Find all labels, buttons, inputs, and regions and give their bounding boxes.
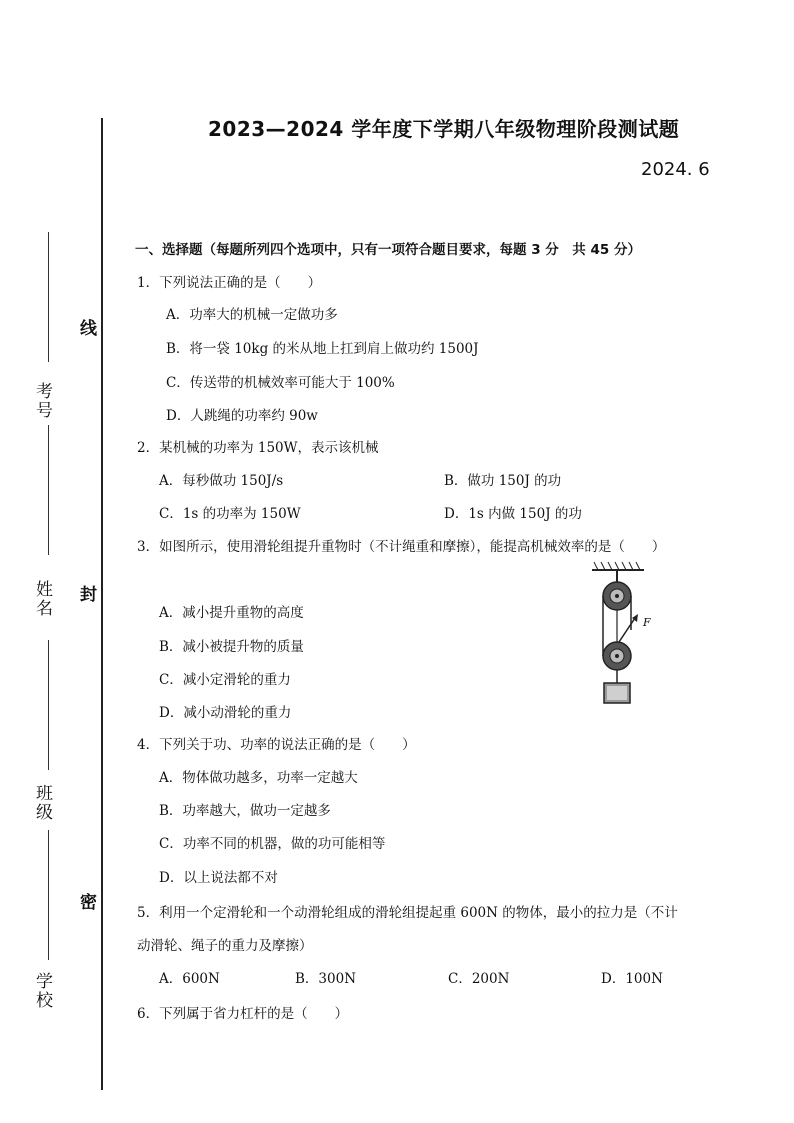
binding-line	[101, 118, 103, 1090]
q3-option-d: D．减小动滑轮的重力	[159, 705, 292, 721]
exam-number-label: 考号	[32, 382, 52, 420]
question-3-stem: 3．如图所示，使用滑轮组提升重物时（不计绳重和摩擦），能提高机械效率的是（ ）	[137, 539, 666, 555]
q3-option-c: C．减小定滑轮的重力	[159, 672, 291, 688]
name-underline	[48, 425, 49, 555]
q4-option-c: C．功率不同的机器，做的功可能相等	[159, 836, 386, 852]
class-underline	[48, 640, 49, 770]
section-heading: 一、选择题（每题所列四个选项中，只有一项符合题目要求，每题 3 分 共 45 分）	[135, 242, 641, 258]
question-6-stem: 6．下列属于省力杠杆的是（ ）	[137, 1006, 349, 1022]
q4-option-a: A．物体做功越多，功率一定越大	[159, 770, 358, 786]
q1-option-a: A．功率大的机械一定做功多	[166, 307, 338, 323]
q2-option-a: A．每秒做功 150J/s	[159, 473, 284, 489]
school-underline	[48, 830, 49, 960]
q5-option-b: B．300N	[295, 971, 357, 987]
question-2-stem: 2．某机械的功率为 150W，表示该机械	[137, 440, 379, 456]
question-1-stem: 1．下列说法正确的是（ ）	[137, 275, 322, 291]
exam-number-underline	[48, 232, 49, 362]
school-label: 学校	[32, 972, 52, 1010]
seal-mark-seal: 封	[80, 585, 97, 605]
q5-option-d: D．100N	[601, 971, 663, 987]
exam-title: 2023—2024 学年度下学期八年级物理阶段测试题	[208, 117, 680, 141]
q4-option-b: B．功率越大，做功一定越多	[159, 803, 331, 819]
q1-option-c: C．传送带的机械效率可能大于 100%	[166, 375, 395, 391]
q3-option-a: A．减小提升重物的高度	[159, 605, 304, 621]
q1-option-d: D．人跳绳的功率约 90w	[166, 408, 318, 424]
question-4-stem: 4．下列关于功、功率的说法正确的是（ ）	[137, 737, 416, 753]
exam-date: 2024. 6	[641, 159, 710, 180]
class-label: 班级	[32, 784, 52, 822]
pulley-diagram	[588, 560, 662, 710]
q1-option-b: B．将一袋 10kg 的米从地上扛到肩上做功约 1500J	[166, 341, 479, 357]
question-5-stem: 5．利用一个定滑轮和一个动滑轮组成的滑轮组提起重 600N 的物体，最小的拉力是（不计	[137, 905, 678, 921]
q2-option-c: C．1s 的功率为 150W	[159, 506, 301, 522]
seal-mark-line: 线	[80, 319, 97, 339]
name-label: 姓名	[32, 580, 52, 618]
question-5-stem-cont: 动滑轮、绳子的重力及摩擦）	[137, 938, 313, 954]
q2-option-d: D．1s 内做 150J 的功	[444, 506, 582, 522]
seal-mark-secret: 密	[80, 893, 97, 913]
q4-option-d: D．以上说法都不对	[159, 870, 278, 886]
q5-option-c: C．200N	[448, 971, 510, 987]
q2-option-b: B．做功 150J 的功	[444, 473, 562, 489]
q3-option-b: B．减小被提升物的质量	[159, 639, 304, 655]
force-label: F	[643, 616, 651, 629]
pulley-figure	[588, 560, 662, 710]
q5-option-a: A．600N	[159, 971, 220, 987]
